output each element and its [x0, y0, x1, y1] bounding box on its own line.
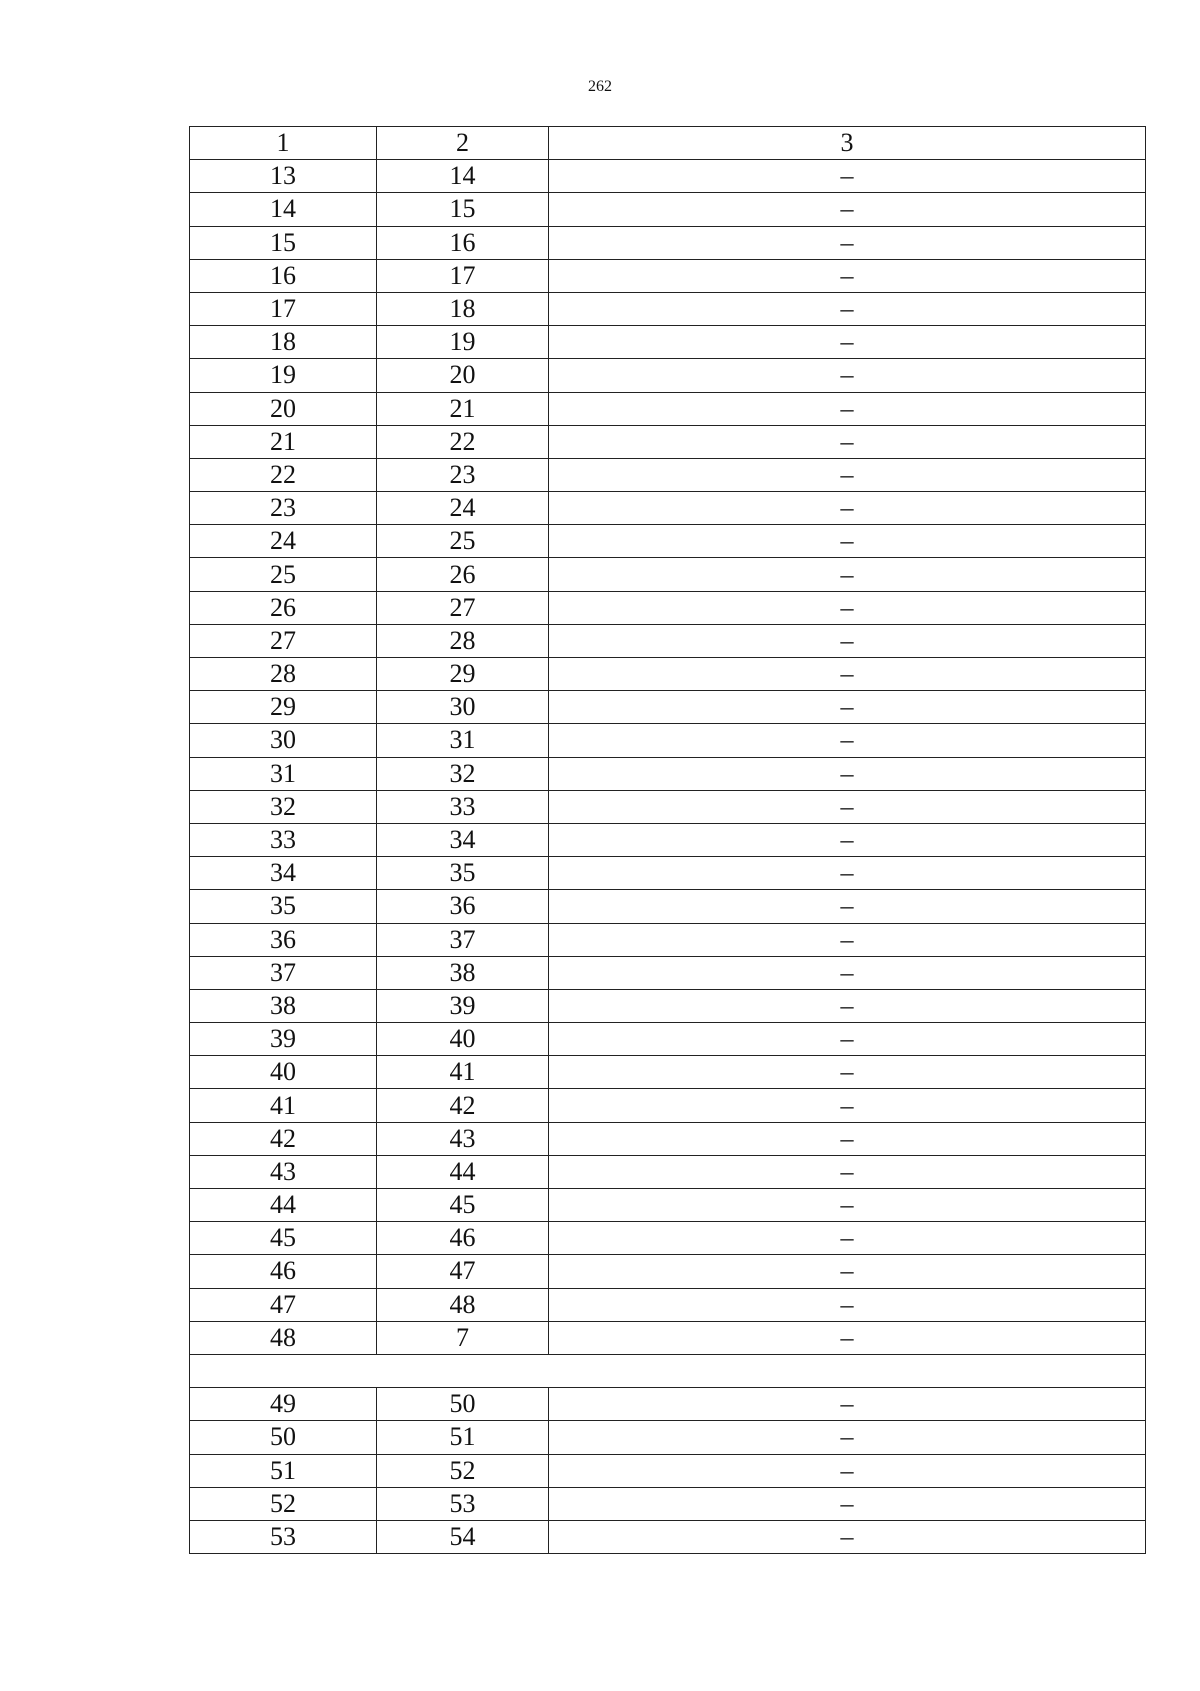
- table-cell: 39: [190, 1023, 377, 1056]
- table-row: [190, 425, 1146, 458]
- table-cell: 16: [377, 226, 549, 259]
- table-cell: 22: [190, 458, 377, 491]
- table-cell: 28: [190, 658, 377, 691]
- table-cell: 35: [190, 890, 377, 923]
- table-cell: –: [549, 624, 1146, 657]
- table-header-row: [190, 127, 1146, 160]
- table-cell: 23: [190, 492, 377, 525]
- table-row: [190, 658, 1146, 691]
- table-cell: –: [549, 1487, 1146, 1520]
- table-cell: –: [549, 1056, 1146, 1089]
- table-cell: 29: [190, 691, 377, 724]
- table-cell: 31: [377, 724, 549, 757]
- table-cell: 28: [377, 624, 549, 657]
- table-cell: 33: [377, 790, 549, 823]
- table-row: [190, 1255, 1146, 1288]
- table-cell: 36: [377, 890, 549, 923]
- table-cell: 26: [190, 591, 377, 624]
- table-row: [190, 691, 1146, 724]
- table-cell: 29: [377, 658, 549, 691]
- table-row: [190, 1487, 1146, 1520]
- table-cell: 38: [377, 956, 549, 989]
- table-cell: 41: [190, 1089, 377, 1122]
- table-cell: 19: [377, 326, 549, 359]
- column-header: 3: [549, 127, 1146, 160]
- table-cell: –: [549, 591, 1146, 624]
- table-cell: –: [549, 857, 1146, 890]
- table-cell: –: [549, 1089, 1146, 1122]
- table-row: [190, 525, 1146, 558]
- table-cell: 54: [377, 1520, 549, 1553]
- table-cell: –: [549, 425, 1146, 458]
- table-row: [190, 1321, 1146, 1354]
- table-row: [190, 292, 1146, 325]
- table-cell: 27: [190, 624, 377, 657]
- table-row: [190, 1288, 1146, 1321]
- table-cell: –: [549, 1421, 1146, 1454]
- table-cell: 16: [190, 259, 377, 292]
- table-cell: –: [549, 359, 1146, 392]
- table-row: [190, 1222, 1146, 1255]
- empty-separator-row: [190, 1354, 1146, 1387]
- table-cell: –: [549, 226, 1146, 259]
- table-cell: –: [549, 890, 1146, 923]
- table-cell: 32: [190, 790, 377, 823]
- table-cell: 43: [190, 1155, 377, 1188]
- table-cell: 32: [377, 757, 549, 790]
- table-cell: 13: [190, 160, 377, 193]
- table-cell: 38: [190, 989, 377, 1022]
- table-row: [190, 790, 1146, 823]
- table-cell: –: [549, 458, 1146, 491]
- table-cell: –: [549, 492, 1146, 525]
- column-header: 2: [377, 127, 549, 160]
- table-cell: –: [549, 1155, 1146, 1188]
- table-cell: –: [549, 658, 1146, 691]
- table-cell: 48: [190, 1321, 377, 1354]
- table-cell: –: [549, 1454, 1146, 1487]
- table-cell: 39: [377, 989, 549, 1022]
- table-cell: 21: [377, 392, 549, 425]
- page-number: 262: [588, 78, 612, 95]
- table-cell: 42: [377, 1089, 549, 1122]
- table-cell: –: [549, 923, 1146, 956]
- table-cell: 17: [377, 259, 549, 292]
- table-cell: –: [549, 558, 1146, 591]
- table-row: [190, 458, 1146, 491]
- table-cell: –: [549, 1321, 1146, 1354]
- table-cell: 44: [190, 1189, 377, 1222]
- table-cell: 46: [377, 1222, 549, 1255]
- table-row: [190, 1122, 1146, 1155]
- table-cell: 30: [190, 724, 377, 757]
- table-row: [190, 1388, 1146, 1421]
- column-header: 1: [190, 127, 377, 160]
- table-cell: –: [549, 1388, 1146, 1421]
- table-row: [190, 1155, 1146, 1188]
- table-cell: 40: [377, 1023, 549, 1056]
- table-cell: –: [549, 525, 1146, 558]
- table-row: [190, 923, 1146, 956]
- table-row: [190, 226, 1146, 259]
- data-table: [189, 126, 1146, 1554]
- table-cell: 47: [377, 1255, 549, 1288]
- table-cell: 17: [190, 292, 377, 325]
- table-cell: –: [549, 259, 1146, 292]
- table-cell: 47: [190, 1288, 377, 1321]
- table-cell: –: [549, 1189, 1146, 1222]
- table-row: [190, 1520, 1146, 1553]
- table-cell: 37: [190, 956, 377, 989]
- table-cell: –: [549, 392, 1146, 425]
- table-cell: 25: [377, 525, 549, 558]
- table-cell: 24: [377, 492, 549, 525]
- table-cell: 53: [377, 1487, 549, 1520]
- table-row: [190, 823, 1146, 856]
- table-cell: 14: [190, 193, 377, 226]
- table-cell: 53: [190, 1520, 377, 1553]
- table-row: [190, 1189, 1146, 1222]
- table-cell: 43: [377, 1122, 549, 1155]
- table-cell: –: [549, 989, 1146, 1022]
- table-cell: 31: [190, 757, 377, 790]
- table-cell: 7: [377, 1321, 549, 1354]
- table-row: [190, 757, 1146, 790]
- table-row: [190, 1421, 1146, 1454]
- table-cell: 30: [377, 691, 549, 724]
- table-row: [190, 591, 1146, 624]
- table-cell: 51: [190, 1454, 377, 1487]
- table-row: [190, 558, 1146, 591]
- table-cell: 34: [190, 857, 377, 890]
- table-cell: 37: [377, 923, 549, 956]
- table-cell: 49: [190, 1388, 377, 1421]
- table-row: [190, 359, 1146, 392]
- table-cell: –: [549, 956, 1146, 989]
- table-cell: 20: [377, 359, 549, 392]
- table-cell: –: [549, 1023, 1146, 1056]
- table-body: [190, 127, 1146, 1554]
- table-row: [190, 1056, 1146, 1089]
- table-cell: 14: [377, 160, 549, 193]
- table-cell: –: [549, 724, 1146, 757]
- table-cell: 21: [190, 425, 377, 458]
- table-cell: –: [549, 790, 1146, 823]
- table-cell: 41: [377, 1056, 549, 1089]
- table-row: [190, 1089, 1146, 1122]
- table-row: [190, 724, 1146, 757]
- table-cell: 25: [190, 558, 377, 591]
- table-cell: 48: [377, 1288, 549, 1321]
- table-row: [190, 624, 1146, 657]
- table-row: [190, 956, 1146, 989]
- table-cell: 15: [377, 193, 549, 226]
- table-cell: 15: [190, 226, 377, 259]
- table-row: [190, 857, 1146, 890]
- table-cell: 18: [377, 292, 549, 325]
- table-cell: 18: [190, 326, 377, 359]
- table-cell: –: [549, 691, 1146, 724]
- table-cell: –: [549, 1222, 1146, 1255]
- table-cell: –: [549, 823, 1146, 856]
- table-cell: 45: [377, 1189, 549, 1222]
- table-cell: 35: [377, 857, 549, 890]
- table-cell: –: [549, 1520, 1146, 1553]
- table-cell: 45: [190, 1222, 377, 1255]
- table-row: [190, 193, 1146, 226]
- table-row: [190, 1454, 1146, 1487]
- table-cell: 44: [377, 1155, 549, 1188]
- table-cell: –: [549, 1255, 1146, 1288]
- table-row: [190, 989, 1146, 1022]
- table-cell: 27: [377, 591, 549, 624]
- table-cell: 19: [190, 359, 377, 392]
- table-cell: 52: [190, 1487, 377, 1520]
- table-cell: 36: [190, 923, 377, 956]
- table-cell: 42: [190, 1122, 377, 1155]
- table-cell: 20: [190, 392, 377, 425]
- table-cell: 24: [190, 525, 377, 558]
- table-cell: 52: [377, 1454, 549, 1487]
- table-cell: –: [549, 292, 1146, 325]
- table-row: [190, 326, 1146, 359]
- table-cell: 34: [377, 823, 549, 856]
- table-row: [190, 160, 1146, 193]
- table-cell: 40: [190, 1056, 377, 1089]
- table-row: [190, 492, 1146, 525]
- table-cell: 50: [190, 1421, 377, 1454]
- table-cell: –: [549, 1122, 1146, 1155]
- table-row: [190, 392, 1146, 425]
- table-cell: –: [549, 193, 1146, 226]
- table-cell: 23: [377, 458, 549, 491]
- table-row: [190, 890, 1146, 923]
- table-cell: 46: [190, 1255, 377, 1288]
- table-row: [190, 1023, 1146, 1056]
- table-cell: –: [549, 757, 1146, 790]
- table-cell: 33: [190, 823, 377, 856]
- table-cell: 22: [377, 425, 549, 458]
- table-cell: 51: [377, 1421, 549, 1454]
- table-cell: –: [549, 1288, 1146, 1321]
- empty-separator-cell: [190, 1354, 1146, 1387]
- table-cell: 26: [377, 558, 549, 591]
- table-row: [190, 259, 1146, 292]
- table-cell: –: [549, 160, 1146, 193]
- table-cell: 50: [377, 1388, 549, 1421]
- table-cell: –: [549, 326, 1146, 359]
